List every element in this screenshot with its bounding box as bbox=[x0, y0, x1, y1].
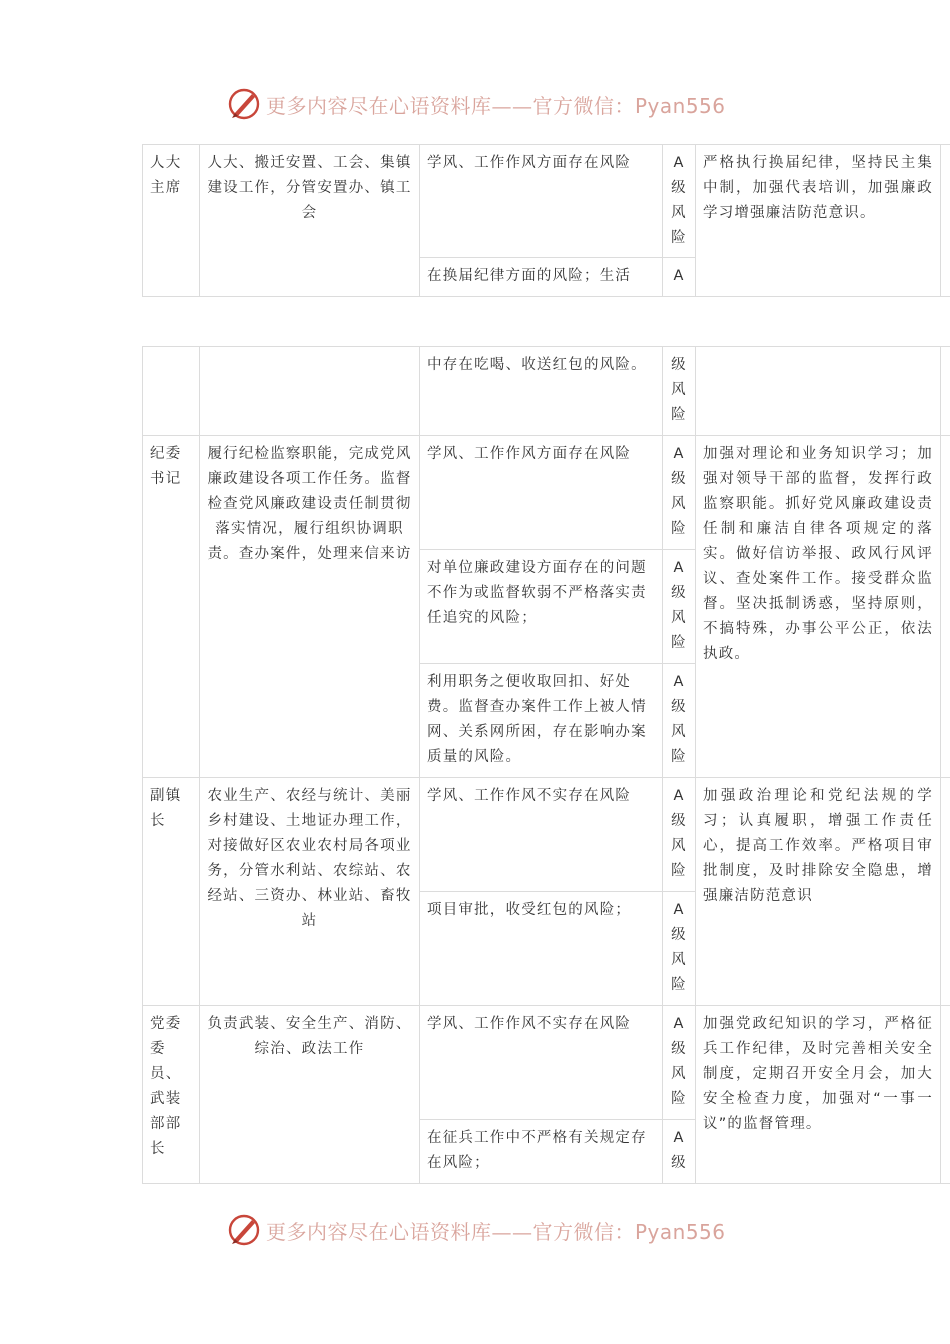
risk-table-part-1 bbox=[142, 144, 950, 297]
risk-point-cell: 对单位廉政建设方面存在的问题不作为或监督软弱不严格落实责任追究的风险； bbox=[420, 550, 663, 664]
risk-level-cell: A级风险 bbox=[663, 778, 696, 892]
table-row bbox=[143, 436, 950, 550]
responsibility-cell bbox=[200, 347, 420, 436]
table-edge-cell bbox=[941, 436, 950, 778]
risk-level-cell: A级风险 bbox=[663, 664, 696, 778]
risk-point-cell: 学风、工作作风不实存在风险 bbox=[420, 778, 663, 892]
responsibility-cell: 履行纪检监察职能，完成党风廉政建设各项工作任务。监督检查党风廉政建设责任制贯彻落实情况，履行组织协调职责。查办案件，处理来信来访 bbox=[200, 436, 420, 778]
prevention-measure-cell: 加强党政纪知识的学习，严格征兵工作纪律，及时完善相关安全制度，定期召开安全月会，加大安全检查力度，加强对“一事一议”的监督管理。 bbox=[696, 1006, 941, 1184]
risk-table-part-2 bbox=[142, 346, 950, 1184]
table-edge-cell bbox=[941, 1006, 950, 1184]
risk-level-cell: A级 bbox=[663, 1120, 696, 1184]
risk-level-cell: A级风险 bbox=[663, 436, 696, 550]
risk-point-cell: 学风、工作作风方面存在风险 bbox=[420, 436, 663, 550]
risk-level-cell: 级风险 bbox=[663, 347, 696, 436]
responsibility-cell: 农业生产、农经与统计、美丽乡村建设、土地证办理工作，对接做好区农业农村局各项业务，分管水利站、农综站、农经站、三资办、林业站、畜牧站 bbox=[200, 778, 420, 1006]
table-edge-cell bbox=[941, 145, 950, 297]
official-title-cell: 副镇长 bbox=[143, 778, 200, 1006]
table-row bbox=[143, 347, 950, 436]
responsibility-cell: 负责武装、安全生产、消防、综治、政法工作 bbox=[200, 1006, 420, 1184]
pen-circle-logo-icon bbox=[226, 86, 262, 122]
risk-level-cell: A bbox=[663, 258, 696, 297]
risk-point-cell: 学风、工作作风方面存在风险 bbox=[420, 145, 663, 258]
banner-text: 更多内容尽在心语资料库——官方微信：Pyan556 bbox=[266, 1219, 726, 1244]
risk-point-cell: 学风、工作作风不实存在风险 bbox=[420, 1006, 663, 1120]
banner-text: 更多内容尽在心语资料库——官方微信：Pyan556 bbox=[266, 93, 726, 118]
responsibility-cell: 人大、搬迁安置、工会、集镇建设工作，分管安置办、镇工会 bbox=[200, 145, 420, 297]
official-title-cell: 纪委书记 bbox=[143, 436, 200, 778]
prevention-measure-cell: 加强对理论和业务知识学习；加强对领导干部的监督，发挥行政监察职能。抓好党风廉政建设责任制和廉洁自律各项规定的落实。做好信访举报、政风行风评议、查处案件工作。接受群众监督。坚决抵制诱惑，坚持原则，不搞特殊，办事公平公正，依法执政。 bbox=[696, 436, 941, 778]
official-title-cell bbox=[143, 347, 200, 436]
banner-top bbox=[226, 84, 746, 124]
risk-level-cell: A级风险 bbox=[663, 550, 696, 664]
table-row bbox=[143, 778, 950, 892]
table-row bbox=[143, 1006, 950, 1120]
table-row bbox=[143, 145, 950, 258]
prevention-measure-cell bbox=[696, 347, 941, 436]
official-title-cell: 党委委员、武装部部长 bbox=[143, 1006, 200, 1184]
risk-point-cell: 利用职务之便收取回扣、好处费。监督查办案件工作上被人情网、关系网所困，存在影响办案质量的风险。 bbox=[420, 664, 663, 778]
risk-level-cell: A级风险 bbox=[663, 1006, 696, 1120]
prevention-measure-cell: 严格执行换届纪律，坚持民主集中制，加强代表培训，加强廉政学习增强廉洁防范意识。 bbox=[696, 145, 941, 297]
risk-level-cell: A级风险 bbox=[663, 145, 696, 258]
prevention-measure-cell: 加强政治理论和党纪法规的学习；认真履职，增强工作责任心，提高工作效率。严格项目审批制度，及时排除安全隐患，增强廉洁防范意识 bbox=[696, 778, 941, 1006]
risk-point-cell: 项目审批，收受红包的风险； bbox=[420, 892, 663, 1006]
banner-bottom bbox=[226, 1210, 746, 1250]
risk-point-cell: 在换届纪律方面的风险；生活 bbox=[420, 258, 663, 297]
pen-circle-logo-icon bbox=[226, 1212, 262, 1248]
risk-point-cell: 中存在吃喝、收送红包的风险。 bbox=[420, 347, 663, 436]
risk-point-cell: 在征兵工作中不严格有关规定存在风险； bbox=[420, 1120, 663, 1184]
table-edge-cell bbox=[941, 778, 950, 1006]
table-edge-cell bbox=[941, 347, 950, 436]
risk-level-cell: A级风险 bbox=[663, 892, 696, 1006]
official-title-cell: 人大主席 bbox=[143, 145, 200, 297]
